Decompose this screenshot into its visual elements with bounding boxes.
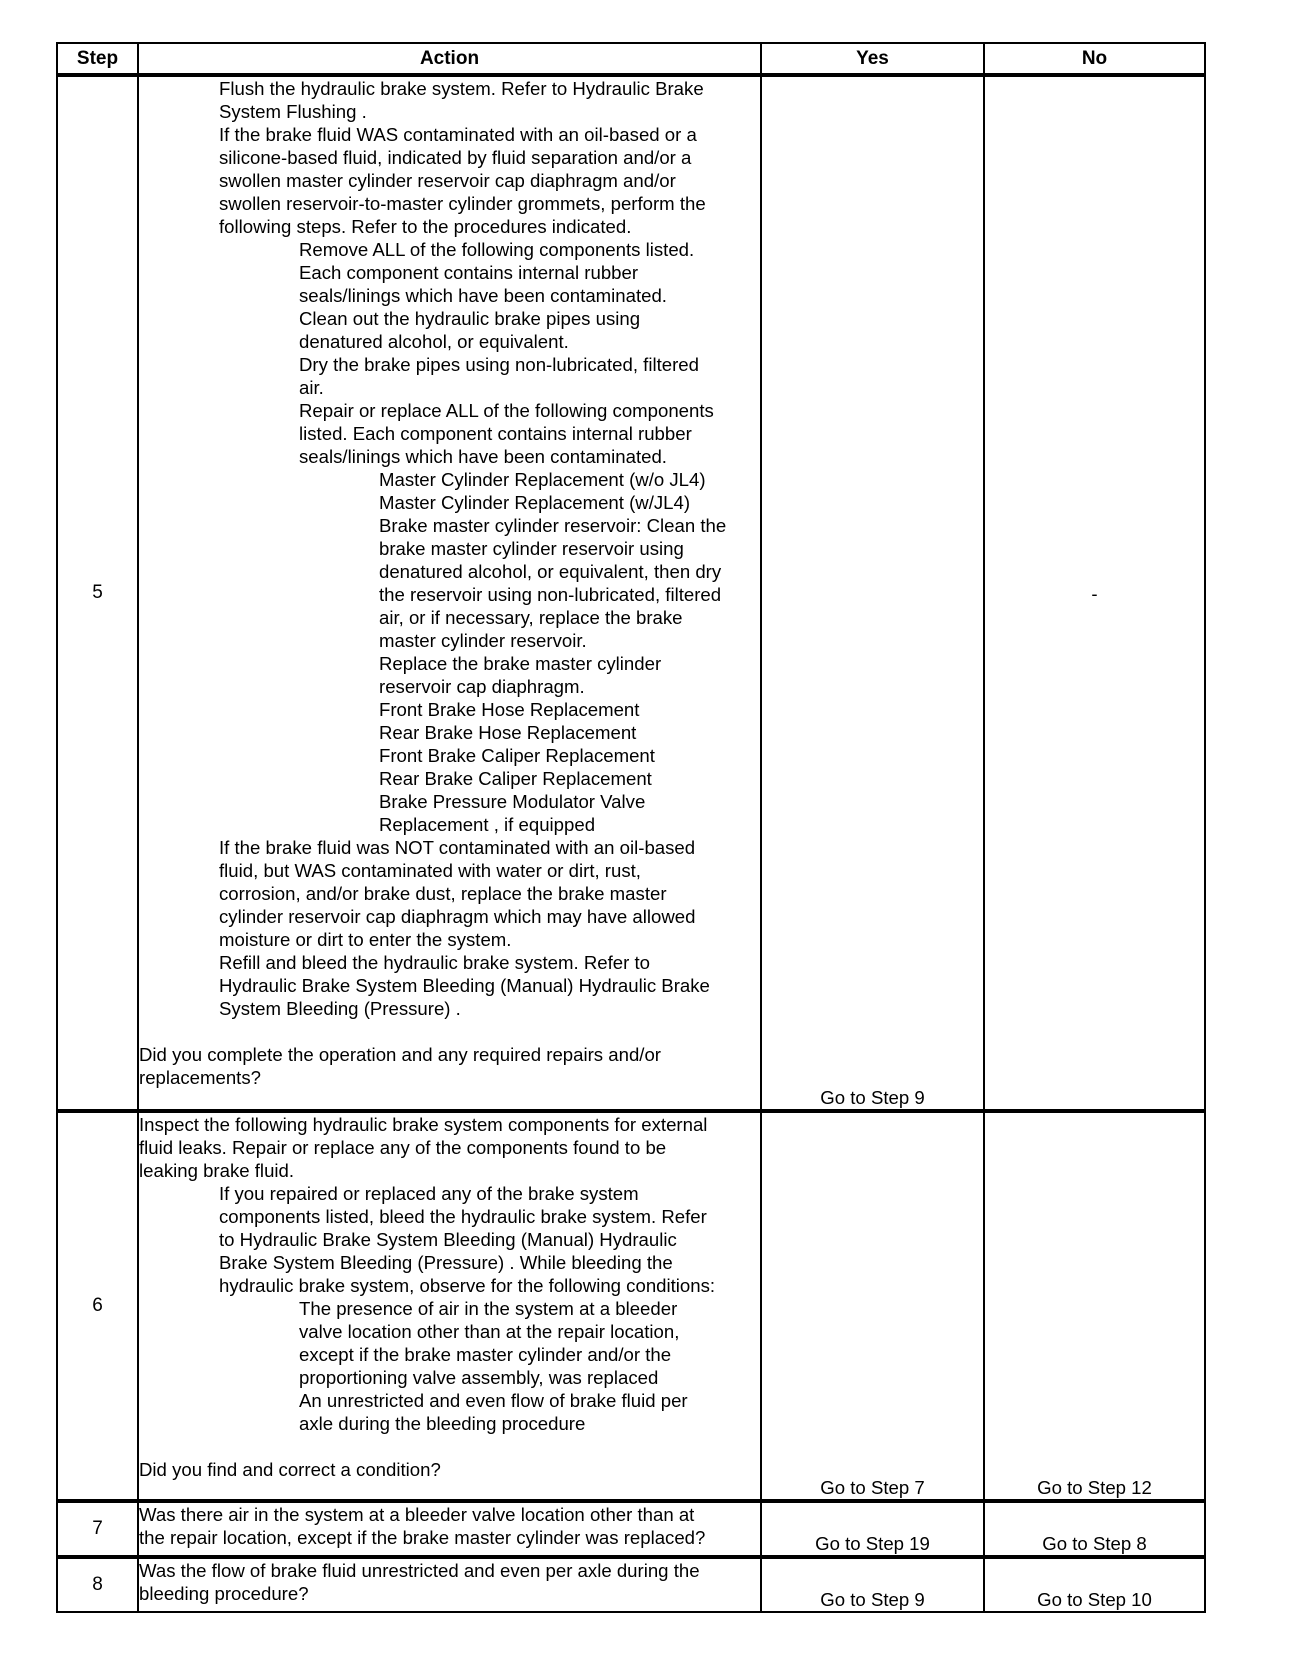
action-line: Brake System Bleeding (Pressure) . While bleeding the — [219, 1252, 673, 1273]
action-line: following steps. Refer to the procedures indicated. — [219, 216, 632, 237]
diagnostic-table — [56, 42, 1206, 1613]
action-line: brake master cylinder reservoir using — [379, 538, 684, 559]
action-line: hydraulic brake system, observe for the following conditions: — [219, 1275, 716, 1296]
action-line: An unrestricted and even flow of brake fluid per — [299, 1390, 688, 1411]
action-line: except if the brake master cylinder and/or the — [299, 1344, 672, 1365]
action-line: Was there air in the system at a bleeder valve location other than at — [139, 1504, 695, 1525]
header-no: No — [984, 43, 1205, 75]
table-row — [57, 1557, 1205, 1612]
action-line: Replace the brake master cylinder — [379, 653, 662, 674]
action-line: air, or if necessary, replace the brake — [379, 607, 683, 628]
action-line: Was the flow of brake fluid unrestricted and even per axle during the — [139, 1560, 700, 1581]
action-line: Front Brake Hose Replacement — [379, 699, 640, 720]
step-number: 6 — [57, 1111, 138, 1501]
table-row — [57, 75, 1205, 1111]
action-line: listed. Each component contains internal rubber — [299, 423, 692, 444]
action-line: fluid leaks. Repair or replace any of the components found to be — [139, 1137, 667, 1158]
action-line: reservoir cap diaphragm. — [379, 676, 585, 697]
action-line: master cylinder reservoir. — [379, 630, 587, 651]
action-line: Rear Brake Caliper Replacement — [379, 768, 652, 789]
action-line: Replacement , if equipped — [379, 814, 596, 835]
action-cell — [138, 1557, 761, 1612]
action-line: Refill and bleed the hydraulic brake system. Refer to — [219, 952, 650, 973]
action-line: replacements? — [139, 1067, 261, 1088]
no-cell: Go to Step 8 — [984, 1501, 1205, 1557]
action-line: denatured alcohol, or equivalent. — [299, 331, 569, 352]
action-line: If the brake fluid WAS contaminated with an oil-based or a — [219, 124, 697, 145]
action-line — [139, 1435, 760, 1458]
step-number: 5 — [57, 75, 138, 1111]
action-line: Hydraulic Brake System Bleeding (Manual) Hydraulic Brake — [219, 975, 710, 996]
action-line: seals/linings which have been contaminated. — [299, 285, 667, 306]
action-line: Did you complete the operation and any required repairs and/or — [139, 1044, 661, 1065]
action-cell — [138, 1111, 761, 1501]
no-cell: Go to Step 12 — [984, 1111, 1205, 1501]
no-cell: Go to Step 10 — [984, 1557, 1205, 1612]
action-line: Brake Pressure Modulator Valve — [379, 791, 646, 812]
action-line: Inspect the following hydraulic brake system components for external — [139, 1114, 708, 1135]
action-line: moisture or dirt to enter the system. — [219, 929, 512, 950]
header-action: Action — [138, 43, 761, 75]
no-cell: - — [984, 75, 1205, 1111]
yes-cell: Go to Step 9 — [761, 75, 984, 1111]
action-line — [139, 1020, 760, 1043]
action-line: Did you find and correct a condition? — [139, 1459, 441, 1480]
action-line: Repair or replace ALL of the following components — [299, 400, 714, 421]
action-line: axle during the bleeding procedure — [299, 1413, 586, 1434]
step-number: 7 — [57, 1501, 138, 1557]
action-line: to Hydraulic Brake System Bleeding (Manual) Hydraulic — [219, 1229, 677, 1250]
action-line: Master Cylinder Replacement (w/o JL4) — [379, 469, 706, 490]
action-line: If the brake fluid was NOT contaminated with an oil-based — [219, 837, 696, 858]
action-line: Front Brake Caliper Replacement — [379, 745, 655, 766]
step-number: 8 — [57, 1557, 138, 1612]
action-cell — [138, 1501, 761, 1557]
action-line: leaking brake fluid. — [139, 1160, 295, 1181]
action-line: proportioning valve assembly, was replaced — [299, 1367, 659, 1388]
action-line: the repair location, except if the brake master cylinder was replaced? — [139, 1527, 706, 1548]
header-yes: Yes — [761, 43, 984, 75]
action-line: swollen reservoir-to-master cylinder grommets, perform the — [219, 193, 706, 214]
action-line: components listed, bleed the hydraulic brake system. Refer — [219, 1206, 707, 1227]
action-line: The presence of air in the system at a bleeder — [299, 1298, 678, 1319]
action-line: Clean out the hydraulic brake pipes using — [299, 308, 641, 329]
action-cell — [138, 75, 761, 1111]
action-line: If you repaired or replaced any of the brake system — [219, 1183, 639, 1204]
action-line: bleeding procedure? — [139, 1583, 309, 1604]
action-line: valve location other than at the repair location, — [299, 1321, 680, 1342]
action-line: fluid, but WAS contaminated with water or dirt, rust, — [219, 860, 641, 881]
action-line: Remove ALL of the following components listed. — [299, 239, 695, 260]
header-row — [57, 43, 1205, 75]
table-row — [57, 1111, 1205, 1501]
action-line: swollen master cylinder reservoir cap diaphragm and/or — [219, 170, 676, 191]
action-line: Dry the brake pipes using non-lubricated, filtered — [299, 354, 699, 375]
action-line: Master Cylinder Replacement (w/JL4) — [379, 492, 691, 513]
action-line: System Flushing . — [219, 101, 367, 122]
table-row — [57, 1501, 1205, 1557]
action-line: denatured alcohol, or equivalent, then dry — [379, 561, 722, 582]
action-line: air. — [299, 377, 324, 398]
action-line: Brake master cylinder reservoir: Clean the — [379, 515, 727, 536]
action-line: System Bleeding (Pressure) . — [219, 998, 461, 1019]
action-line: Flush the hydraulic brake system. Refer to Hydraulic Brake — [219, 78, 704, 99]
yes-cell: Go to Step 9 — [761, 1557, 984, 1612]
action-line: cylinder reservoir cap diaphragm which may have allowed — [219, 906, 696, 927]
action-line: Rear Brake Hose Replacement — [379, 722, 637, 743]
yes-cell: Go to Step 19 — [761, 1501, 984, 1557]
action-line: corrosion, and/or brake dust, replace the brake master — [219, 883, 667, 904]
action-line: the reservoir using non-lubricated, filtered — [379, 584, 722, 605]
yes-cell: Go to Step 7 — [761, 1111, 984, 1501]
action-line: silicone-based fluid, indicated by fluid separation and/or a — [219, 147, 692, 168]
header-step: Step — [57, 43, 138, 75]
action-line: Each component contains internal rubber — [299, 262, 639, 283]
action-line: seals/linings which have been contaminated. — [299, 446, 667, 467]
